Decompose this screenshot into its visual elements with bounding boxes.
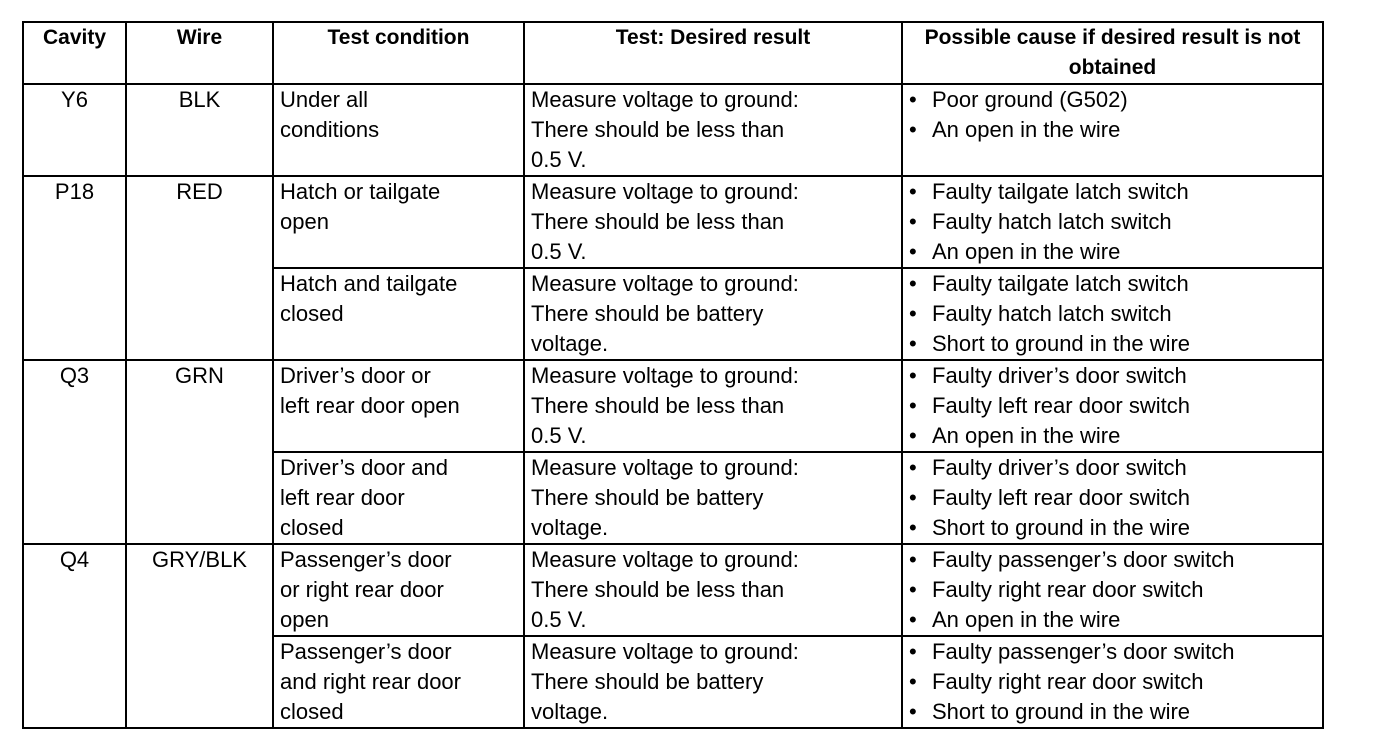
desired-result-cell <box>524 84 902 176</box>
test-condition-text: Passenger’s door or right rear door open <box>280 547 452 632</box>
desired-result-text: Measure voltage to ground: There should be less than 0.5 V. <box>531 363 799 448</box>
cause-item: • Faulty left rear door switch <box>909 391 1316 421</box>
cause-item: • Short to ground in the wire <box>909 697 1316 727</box>
test-condition-text: Driver’s door or left rear door open <box>280 363 460 418</box>
desired-result-cell <box>524 268 902 360</box>
test-condition-cell <box>273 360 524 452</box>
cause-list <box>909 85 1316 145</box>
cause-item: • An open in the wire <box>909 115 1316 145</box>
wire-cell: BLK <box>126 84 273 176</box>
test-condition-text: Passenger’s door and right rear door closed <box>280 639 461 724</box>
test-condition-text: Under all conditions <box>280 87 380 142</box>
test-condition-text: Hatch and tailgate closed <box>280 271 458 326</box>
test-condition-cell <box>273 268 524 360</box>
test-condition-text: Hatch or tailgate open <box>280 179 441 234</box>
cause-item: • Faulty hatch latch switch <box>909 299 1316 329</box>
header-cavity: Cavity <box>23 22 126 84</box>
cause-item: • An open in the wire <box>909 605 1316 635</box>
cause-item: • Poor ground (G502) <box>909 85 1316 115</box>
table-body <box>23 84 1323 728</box>
possible-cause-cell <box>902 544 1323 636</box>
desired-result-text: Measure voltage to ground: There should be battery voltage. <box>531 455 799 540</box>
possible-cause-cell <box>902 636 1323 728</box>
header-row <box>23 22 1323 84</box>
desired-result-text: Measure voltage to ground: There should be less than 0.5 V. <box>531 547 799 632</box>
cause-item: • Faulty hatch latch switch <box>909 207 1316 237</box>
cause-item: • Short to ground in the wire <box>909 329 1316 359</box>
header-desired-result: Test: Desired result <box>524 22 902 84</box>
wire-cell: RED <box>126 176 273 360</box>
header-possible-cause: Possible cause if desired result is not obtained <box>902 22 1323 84</box>
possible-cause-cell <box>902 84 1323 176</box>
desired-result-cell <box>524 544 902 636</box>
cavity-cell: P18 <box>23 176 126 360</box>
desired-result-cell <box>524 176 902 268</box>
cause-item: • Short to ground in the wire <box>909 513 1316 543</box>
cause-list <box>909 453 1316 543</box>
desired-result-cell <box>524 452 902 544</box>
test-condition-cell <box>273 452 524 544</box>
cause-item: • Faulty tailgate latch switch <box>909 177 1316 207</box>
desired-result-cell <box>524 636 902 728</box>
cause-item: • Faulty tailgate latch switch <box>909 269 1316 299</box>
wire-cell: GRY/BLK <box>126 544 273 728</box>
test-condition-cell <box>273 636 524 728</box>
test-condition-cell <box>273 84 524 176</box>
diagnostic-table <box>22 21 1324 729</box>
possible-cause-cell <box>902 268 1323 360</box>
cause-item: • Faulty passenger’s door switch <box>909 545 1316 575</box>
desired-result-text: Measure voltage to ground: There should be battery voltage. <box>531 639 799 724</box>
cause-item: • Faulty left rear door switch <box>909 483 1316 513</box>
table-row <box>23 544 1323 636</box>
possible-cause-cell <box>902 176 1323 268</box>
cause-item: • Faulty right rear door switch <box>909 667 1316 697</box>
cause-item: • Faulty driver’s door switch <box>909 361 1316 391</box>
possible-cause-cell <box>902 452 1323 544</box>
cause-item: • An open in the wire <box>909 237 1316 267</box>
cavity-cell: Q3 <box>23 360 126 544</box>
table-row <box>23 176 1323 268</box>
cavity-cell: Q4 <box>23 544 126 728</box>
desired-result-text: Measure voltage to ground: There should be less than 0.5 V. <box>531 179 799 264</box>
desired-result-cell <box>524 360 902 452</box>
desired-result-text: Measure voltage to ground: There should be less than 0.5 V. <box>531 87 799 172</box>
header-wire: Wire <box>126 22 273 84</box>
desired-result-text: Measure voltage to ground: There should be battery voltage. <box>531 271 799 356</box>
test-condition-cell <box>273 544 524 636</box>
cause-list <box>909 545 1316 635</box>
cause-item: • Faulty right rear door switch <box>909 575 1316 605</box>
header-test-condition: Test condition <box>273 22 524 84</box>
cavity-cell: Y6 <box>23 84 126 176</box>
cause-item: • An open in the wire <box>909 421 1316 451</box>
wire-cell: GRN <box>126 360 273 544</box>
table-row <box>23 84 1323 176</box>
test-condition-cell <box>273 176 524 268</box>
cause-list <box>909 177 1316 267</box>
possible-cause-cell <box>902 360 1323 452</box>
cause-item: • Faulty passenger’s door switch <box>909 637 1316 667</box>
cause-list <box>909 637 1316 727</box>
test-condition-text: Driver’s door and left rear door closed <box>280 455 448 540</box>
table-row <box>23 360 1323 452</box>
cause-list <box>909 269 1316 359</box>
cause-list <box>909 361 1316 451</box>
cause-item: • Faulty driver’s door switch <box>909 453 1316 483</box>
